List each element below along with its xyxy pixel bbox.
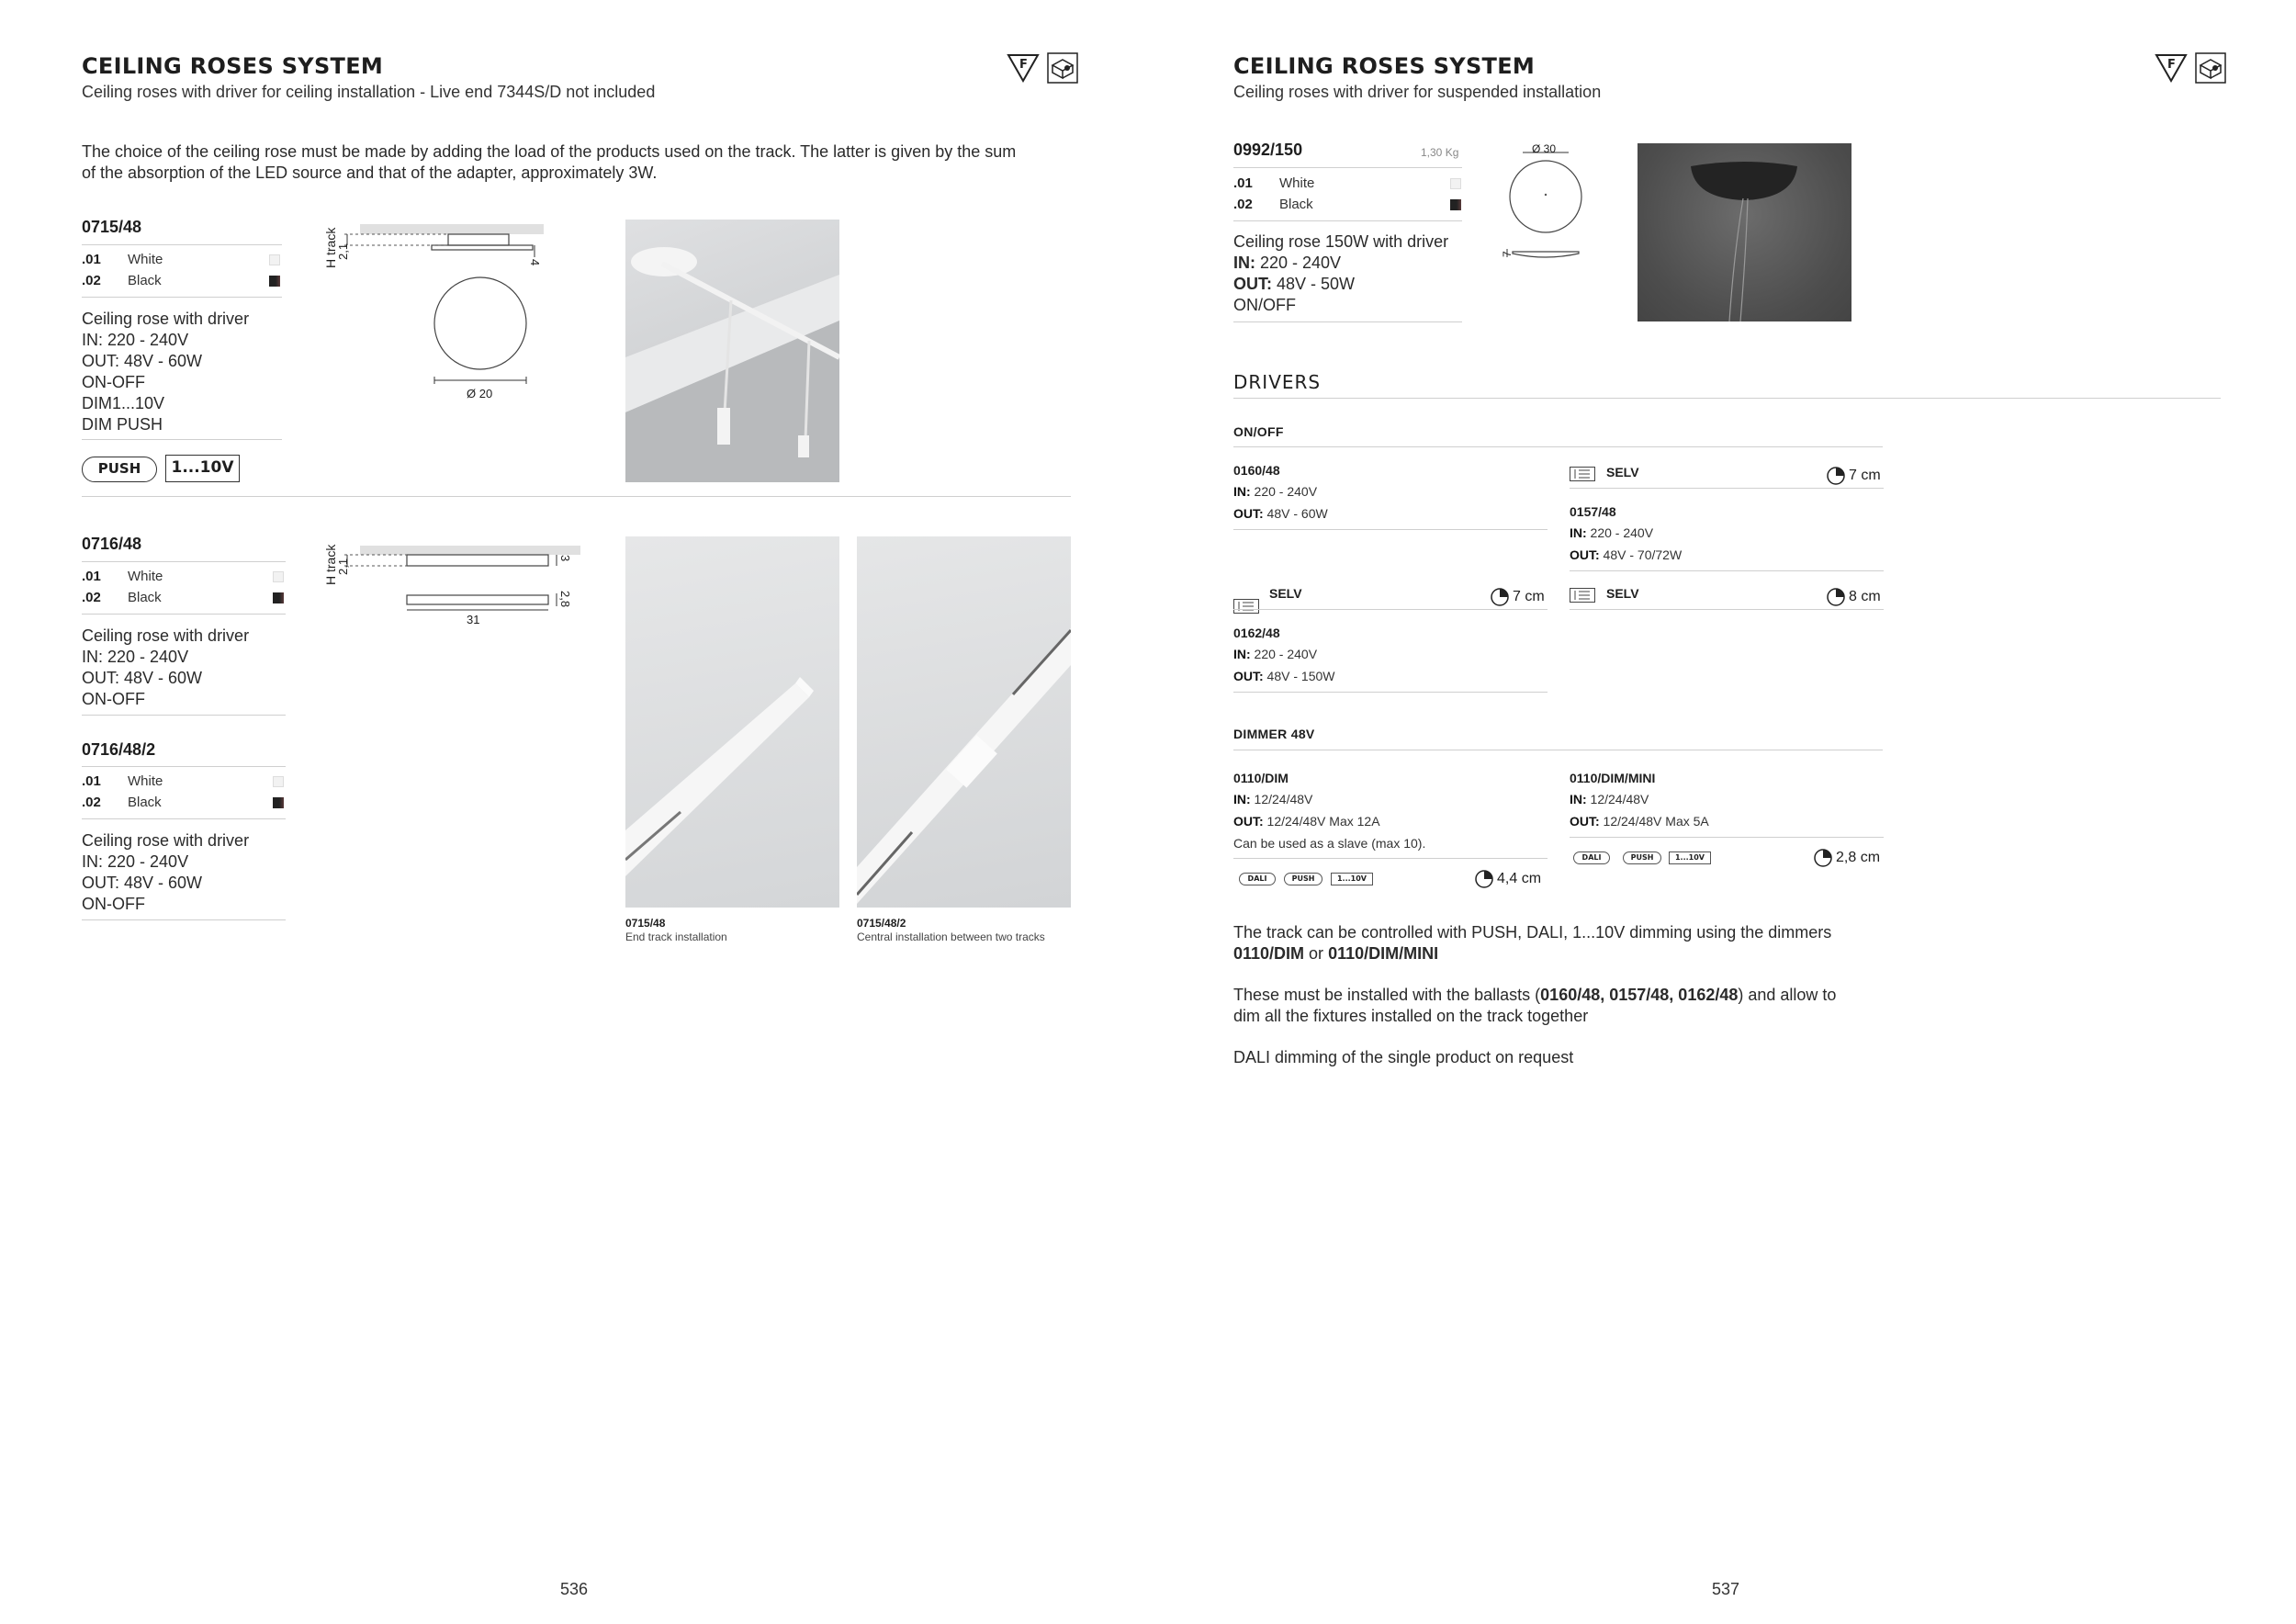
page-subtitle: Ceiling roses with driver for suspended installation	[1233, 83, 1602, 101]
divider	[1233, 858, 1548, 859]
driver-specs: IN: 220 - 240V OUT: 48V - 60W	[1233, 484, 1328, 521]
divider	[82, 439, 282, 440]
dali-badge: DALI	[1239, 873, 1276, 885]
divider	[1570, 609, 1884, 610]
divider	[1233, 398, 2221, 399]
black-swatch	[1450, 199, 1461, 210]
divider	[1233, 529, 1548, 530]
push-badge: PUSH	[1623, 851, 1661, 864]
divider	[1570, 488, 1884, 489]
product-description: Ceiling rose with driver IN: 220 - 240V OUT: 48V - 60W ON-OFF	[82, 626, 250, 708]
divider	[1233, 220, 1462, 221]
intro-line-1: The choice of the ceiling rose must be made by adding the load of the products used on the track. The latter is given by the sum	[82, 142, 1017, 161]
divider	[82, 297, 282, 298]
selv-label: SELV	[1606, 465, 1639, 479]
ceiling-install-icon	[1047, 52, 1078, 88]
size-label: 7 cm	[1513, 589, 1545, 604]
variant-row: .01 White	[1233, 175, 1462, 194]
divider	[1233, 609, 1548, 610]
dim-label: 2,8	[558, 591, 572, 608]
black-swatch	[273, 592, 284, 603]
page-title: CEILING ROSES SYSTEM	[1233, 53, 1536, 79]
page-subtitle: Ceiling roses with driver for ceiling installation - Live end 7344S/D not included	[82, 83, 656, 101]
photo-caption-text: Central installation between two tracks	[857, 930, 1045, 943]
divider	[1233, 167, 1462, 168]
push-badge: PUSH	[1284, 873, 1322, 885]
f-mark-icon	[2155, 53, 2188, 87]
divider	[1570, 570, 1884, 571]
f-mark-icon	[1007, 53, 1040, 87]
photo-caption-code: 0715/48/2	[857, 917, 906, 930]
white-swatch	[269, 254, 280, 265]
divider	[82, 244, 282, 245]
dim-label: 7	[1501, 251, 1514, 257]
selv-transformer-icon	[1570, 588, 1595, 607]
section-heading: DRIVERS	[1233, 371, 1322, 393]
variant-row: .02 Black	[1233, 197, 1462, 215]
note-paragraph: The track can be controlled with PUSH, DALI, 1...10V dimming using the dimmers 0110/DIM or 0110/DIM/MINI	[1233, 923, 1832, 963]
dim-label: Ø 20	[467, 387, 493, 400]
push-badge: PUSH	[82, 457, 157, 482]
size-label: 8 cm	[1849, 589, 1881, 604]
driver-code: 0162/48	[1233, 626, 1280, 640]
white-swatch	[273, 776, 284, 787]
product-description: Ceiling rose with driver IN: 220 - 240V OUT: 48V - 60W ON-OFF	[82, 831, 250, 913]
dim-badge: 1...10V	[1331, 873, 1373, 885]
dimmer-code: 0110/DIM/MINI	[1570, 771, 1656, 785]
size-dial-icon	[1827, 467, 1845, 490]
page-number: 537	[1712, 1580, 1740, 1598]
variant-row: .01 White	[82, 773, 286, 792]
dim-label: 4	[528, 259, 542, 266]
dimmer-specs: IN: 12/24/48V OUT: 12/24/48V Max 5A	[1570, 792, 1709, 829]
white-swatch	[1450, 178, 1461, 189]
dim-label: 3	[558, 555, 572, 562]
size-dial-icon	[1827, 588, 1845, 611]
selv-label: SELV	[1606, 586, 1639, 601]
dim-label: Ø 30	[1531, 142, 1557, 155]
dali-badge: DALI	[1573, 851, 1610, 864]
dim-label: H track	[323, 227, 338, 268]
installation-photo	[625, 536, 839, 908]
driver-specs: IN: 220 - 240V OUT: 48V - 150W	[1233, 647, 1335, 683]
svg-text:F: F	[1019, 58, 1028, 72]
variant-row: .02 Black	[82, 273, 282, 291]
technical-drawing	[1500, 140, 1592, 273]
note-paragraph: DALI dimming of the single product on request	[1233, 1048, 1574, 1066]
selv-transformer-icon	[1570, 467, 1595, 486]
size-dial-icon	[1814, 849, 1832, 872]
product-description: Ceiling rose with driver IN: 220 - 240V OUT: 48V - 60W ON-OFF DIM1...10V DIM PUSH	[82, 310, 250, 434]
dim-badge: 1...10V	[1669, 851, 1711, 864]
product-weight: 1,30 Kg	[1421, 146, 1459, 159]
dim-label: 2,1	[336, 242, 350, 260]
page-number: 536	[560, 1580, 589, 1598]
driver-specs: IN: 220 - 240V OUT: 48V - 70/72W	[1570, 525, 1683, 562]
variant-row: .02 Black	[82, 795, 286, 813]
ceiling-install-icon	[2195, 52, 2226, 88]
driver-code: 0157/48	[1570, 504, 1616, 519]
divider	[82, 818, 286, 819]
variant-row: .02 Black	[82, 590, 286, 608]
divider	[82, 614, 286, 615]
product-photo	[625, 220, 839, 482]
dimmer-code: 0110/DIM	[1233, 771, 1289, 785]
size-label: 7 cm	[1849, 468, 1881, 483]
product-photo	[1638, 143, 1851, 321]
divider	[82, 561, 286, 562]
photo-caption-code: 0715/48	[625, 917, 666, 930]
size-label: 2,8 cm	[1836, 850, 1881, 865]
dimmer-specs: IN: 12/24/48V OUT: 12/24/48V Max 12A Can be used as a slave (max 10).	[1233, 792, 1426, 851]
divider	[1233, 446, 1883, 447]
dim-label: H track	[323, 544, 338, 585]
size-dial-icon	[1475, 870, 1493, 893]
subsection-heading: ON/OFF	[1233, 424, 1284, 439]
intro-line-2: of the absorption of the LED source and that of the adapter, approximately 3W.	[82, 164, 658, 182]
product-code: 0992/150	[1233, 141, 1303, 159]
black-swatch	[273, 797, 284, 808]
divider	[1233, 692, 1548, 693]
size-label: 4,4 cm	[1497, 871, 1542, 886]
section-divider	[82, 496, 1071, 497]
dim-label: 2,1	[336, 558, 350, 575]
black-swatch	[269, 276, 280, 287]
photo-caption-text: End track installation	[625, 930, 727, 943]
variant-row: .01 White	[82, 569, 286, 587]
variant-row: .01 White	[82, 252, 282, 270]
product-code: 0715/48	[82, 218, 142, 236]
product-code: 0716/48/2	[82, 740, 156, 759]
subsection-heading: DIMMER 48V	[1233, 727, 1315, 741]
white-swatch	[273, 571, 284, 582]
divider	[1233, 321, 1462, 322]
divider	[82, 766, 286, 767]
installation-photo	[857, 536, 1071, 908]
driver-code: 0160/48	[1233, 463, 1280, 478]
divider	[82, 715, 286, 716]
dim-label: 31	[467, 613, 480, 626]
selv-label: SELV	[1269, 586, 1302, 601]
svg-text:F: F	[2167, 58, 2176, 72]
note-paragraph: These must be installed with the ballasts (0160/48, 0157/48, 0162/48) and allow to dim all the fixtures installed on the track together	[1233, 986, 1837, 1025]
size-dial-icon	[1491, 588, 1509, 611]
technical-drawing	[321, 542, 597, 638]
product-description: Ceiling rose 150W with driver IN: 220 - 240V OUT: 48V - 50W ON/OFF	[1233, 232, 1449, 314]
divider	[1570, 837, 1884, 838]
technical-drawing	[321, 220, 597, 409]
product-code: 0716/48	[82, 535, 142, 553]
dim-badge: 1...10V	[165, 455, 240, 482]
divider	[82, 919, 286, 920]
page-title: CEILING ROSES SYSTEM	[82, 53, 384, 79]
